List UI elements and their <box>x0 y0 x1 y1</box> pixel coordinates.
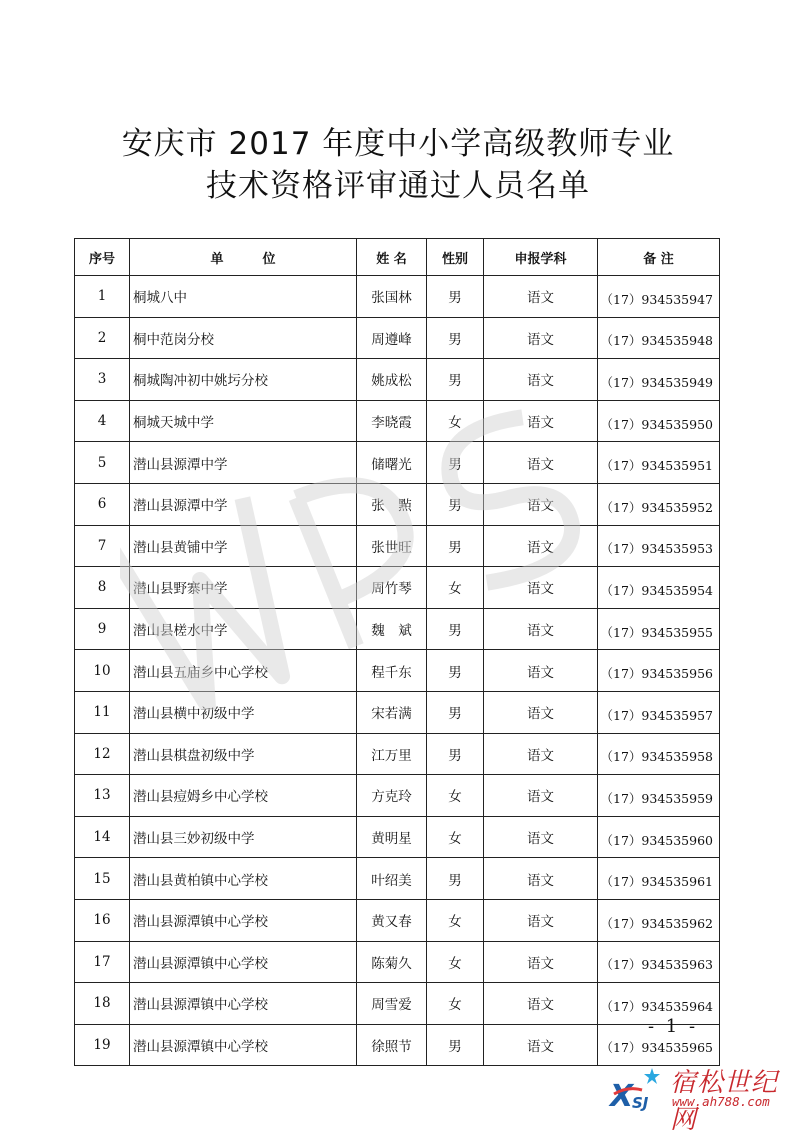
cell-name: 姚成松 <box>357 359 427 401</box>
cell-note: （17）934535959 <box>598 775 720 817</box>
logo-site-name: 宿松世纪网 <box>670 1068 779 1135</box>
table-row <box>75 775 720 817</box>
table-row <box>75 442 720 484</box>
cell-note: （17）934535956 <box>598 650 720 692</box>
cell-gender: 男 <box>427 691 484 733</box>
cell-seq: 5 <box>75 442 130 484</box>
personnel-table <box>74 238 720 1066</box>
cell-gender: 男 <box>427 483 484 525</box>
cell-name: 储曙光 <box>357 442 427 484</box>
table-row <box>75 276 720 318</box>
cell-subject: 语文 <box>484 1024 598 1066</box>
cell-gender: 女 <box>427 400 484 442</box>
svg-text:X: X <box>610 1079 634 1114</box>
table-row <box>75 650 720 692</box>
cell-unit: 潜山县源潭中学 <box>130 442 357 484</box>
cell-note: （17）934535950 <box>598 400 720 442</box>
cell-subject: 语文 <box>484 899 598 941</box>
header-seq: 序号 <box>75 239 130 276</box>
cell-gender: 女 <box>427 899 484 941</box>
cell-name: 张国林 <box>357 276 427 318</box>
cell-note: （17）934535947 <box>598 276 720 318</box>
cell-seq: 14 <box>75 816 130 858</box>
cell-name: 程千东 <box>357 650 427 692</box>
cell-seq: 10 <box>75 650 130 692</box>
cell-note: （17）934535954 <box>598 567 720 609</box>
cell-subject: 语文 <box>484 816 598 858</box>
cell-name: 周竹琴 <box>357 567 427 609</box>
cell-unit: 潜山县三妙初级中学 <box>130 816 357 858</box>
table-row <box>75 858 720 900</box>
cell-unit: 潜山县源潭中学 <box>130 483 357 525</box>
cell-unit: 潜山县源潭镇中心学校 <box>130 983 357 1025</box>
cell-unit: 潜山县野寨中学 <box>130 567 357 609</box>
cell-unit: 潜山县黄铺中学 <box>130 525 357 567</box>
cell-note: （17）934535951 <box>598 442 720 484</box>
cell-gender: 男 <box>427 525 484 567</box>
cell-gender: 女 <box>427 983 484 1025</box>
cell-name: 周雪爱 <box>357 983 427 1025</box>
cell-seq: 9 <box>75 608 130 650</box>
cell-gender: 男 <box>427 858 484 900</box>
cell-subject: 语文 <box>484 691 598 733</box>
page-number: - 1 - <box>648 1016 699 1037</box>
cell-name: 方克玲 <box>357 775 427 817</box>
cell-subject: 语文 <box>484 650 598 692</box>
cell-subject: 语文 <box>484 483 598 525</box>
cell-seq: 18 <box>75 983 130 1025</box>
cell-note: （17）934535963 <box>598 941 720 983</box>
cell-note: （17）934535965 <box>598 1024 720 1066</box>
cell-seq: 15 <box>75 858 130 900</box>
cell-note: （17）934535952 <box>598 483 720 525</box>
table-row <box>75 816 720 858</box>
cell-note: （17）934535949 <box>598 359 720 401</box>
cell-subject: 语文 <box>484 775 598 817</box>
cell-subject: 语文 <box>484 733 598 775</box>
cell-subject: 语文 <box>484 359 598 401</box>
cell-unit: 潜山县黄柏镇中心学校 <box>130 858 357 900</box>
header-unit: 单 位 <box>130 239 357 276</box>
site-logo <box>608 1060 796 1135</box>
cell-note: （17）934535964 <box>598 983 720 1025</box>
document-title-line-2: 技术资格评审通过人员名单 <box>206 168 590 204</box>
cell-unit: 潜山县源潭镇中心学校 <box>130 899 357 941</box>
cell-seq: 7 <box>75 525 130 567</box>
cell-unit: 桐中范岗分校 <box>130 317 357 359</box>
header-subject: 申报学科 <box>484 239 598 276</box>
cell-name: 宋若满 <box>357 691 427 733</box>
svg-text:SJ: SJ <box>632 1094 649 1112</box>
cell-subject: 语文 <box>484 442 598 484</box>
table-row <box>75 483 720 525</box>
cell-note: （17）934535958 <box>598 733 720 775</box>
cell-subject: 语文 <box>484 400 598 442</box>
cell-unit: 潜山县源潭镇中心学校 <box>130 941 357 983</box>
cell-seq: 6 <box>75 483 130 525</box>
cell-seq: 11 <box>75 691 130 733</box>
table-row <box>75 899 720 941</box>
table-row <box>75 525 720 567</box>
cell-gender: 男 <box>427 442 484 484</box>
cell-gender: 女 <box>427 941 484 983</box>
cell-unit: 潜山县源潭镇中心学校 <box>130 1024 357 1066</box>
cell-note: （17）934535962 <box>598 899 720 941</box>
cell-note: （17）934535960 <box>598 816 720 858</box>
cell-seq: 1 <box>75 276 130 318</box>
cell-name: 周遵峰 <box>357 317 427 359</box>
cell-subject: 语文 <box>484 858 598 900</box>
logo-site-url: www.ah788.com <box>672 1094 770 1109</box>
cell-gender: 女 <box>427 775 484 817</box>
cell-name: 黄又春 <box>357 899 427 941</box>
cell-note: （17）934535953 <box>598 525 720 567</box>
cell-subject: 语文 <box>484 983 598 1025</box>
cell-gender: 女 <box>427 816 484 858</box>
cell-note: （17）934535957 <box>598 691 720 733</box>
cell-gender: 男 <box>427 650 484 692</box>
table-row <box>75 567 720 609</box>
cell-gender: 女 <box>427 567 484 609</box>
table-row <box>75 941 720 983</box>
cell-name: 魏 斌 <box>357 608 427 650</box>
sj-logo-icon <box>608 1064 668 1114</box>
cell-seq: 4 <box>75 400 130 442</box>
cell-subject: 语文 <box>484 608 598 650</box>
cell-unit: 桐城八中 <box>130 276 357 318</box>
cell-gender: 男 <box>427 733 484 775</box>
cell-seq: 3 <box>75 359 130 401</box>
cell-gender: 男 <box>427 359 484 401</box>
cell-name: 李晓霞 <box>357 400 427 442</box>
cell-seq: 8 <box>75 567 130 609</box>
table-row <box>75 359 720 401</box>
cell-seq: 13 <box>75 775 130 817</box>
document-title-line-1: 安庆市 2017 年度中小学高级教师专业 <box>121 126 675 162</box>
header-gender: 性别 <box>427 239 484 276</box>
cell-name: 黄明星 <box>357 816 427 858</box>
cell-name: 张世旺 <box>357 525 427 567</box>
table-row <box>75 608 720 650</box>
cell-name: 江万里 <box>357 733 427 775</box>
cell-name: 徐照节 <box>357 1024 427 1066</box>
cell-subject: 语文 <box>484 276 598 318</box>
cell-unit: 潜山县槎水中学 <box>130 608 357 650</box>
table-row <box>75 733 720 775</box>
cell-unit: 潜山县痘姆乡中心学校 <box>130 775 357 817</box>
table-row <box>75 400 720 442</box>
cell-gender: 男 <box>427 1024 484 1066</box>
table-row <box>75 691 720 733</box>
cell-unit: 潜山县棋盘初级中学 <box>130 733 357 775</box>
cell-seq: 16 <box>75 899 130 941</box>
cell-note: （17）934535955 <box>598 608 720 650</box>
cell-seq: 19 <box>75 1024 130 1066</box>
table-row <box>75 317 720 359</box>
cell-unit: 潜山县五庙乡中心学校 <box>130 650 357 692</box>
cell-name: 张 㸃 <box>357 483 427 525</box>
cell-unit: 桐城陶冲初中姚圬分校 <box>130 359 357 401</box>
cell-name: 陈菊久 <box>357 941 427 983</box>
header-name: 姓 名 <box>357 239 427 276</box>
cell-gender: 男 <box>427 317 484 359</box>
cell-gender: 男 <box>427 608 484 650</box>
cell-subject: 语文 <box>484 317 598 359</box>
cell-unit: 潜山县横中初级中学 <box>130 691 357 733</box>
cell-note: （17）934535948 <box>598 317 720 359</box>
cell-subject: 语文 <box>484 567 598 609</box>
cell-seq: 17 <box>75 941 130 983</box>
cell-seq: 12 <box>75 733 130 775</box>
cell-subject: 语文 <box>484 525 598 567</box>
cell-name: 叶绍美 <box>357 858 427 900</box>
table-header-row <box>75 239 720 276</box>
cell-subject: 语文 <box>484 941 598 983</box>
cell-note: （17）934535961 <box>598 858 720 900</box>
cell-gender: 男 <box>427 276 484 318</box>
table-row <box>75 983 720 1025</box>
cell-unit: 桐城天城中学 <box>130 400 357 442</box>
header-note: 备 注 <box>598 239 720 276</box>
cell-seq: 2 <box>75 317 130 359</box>
